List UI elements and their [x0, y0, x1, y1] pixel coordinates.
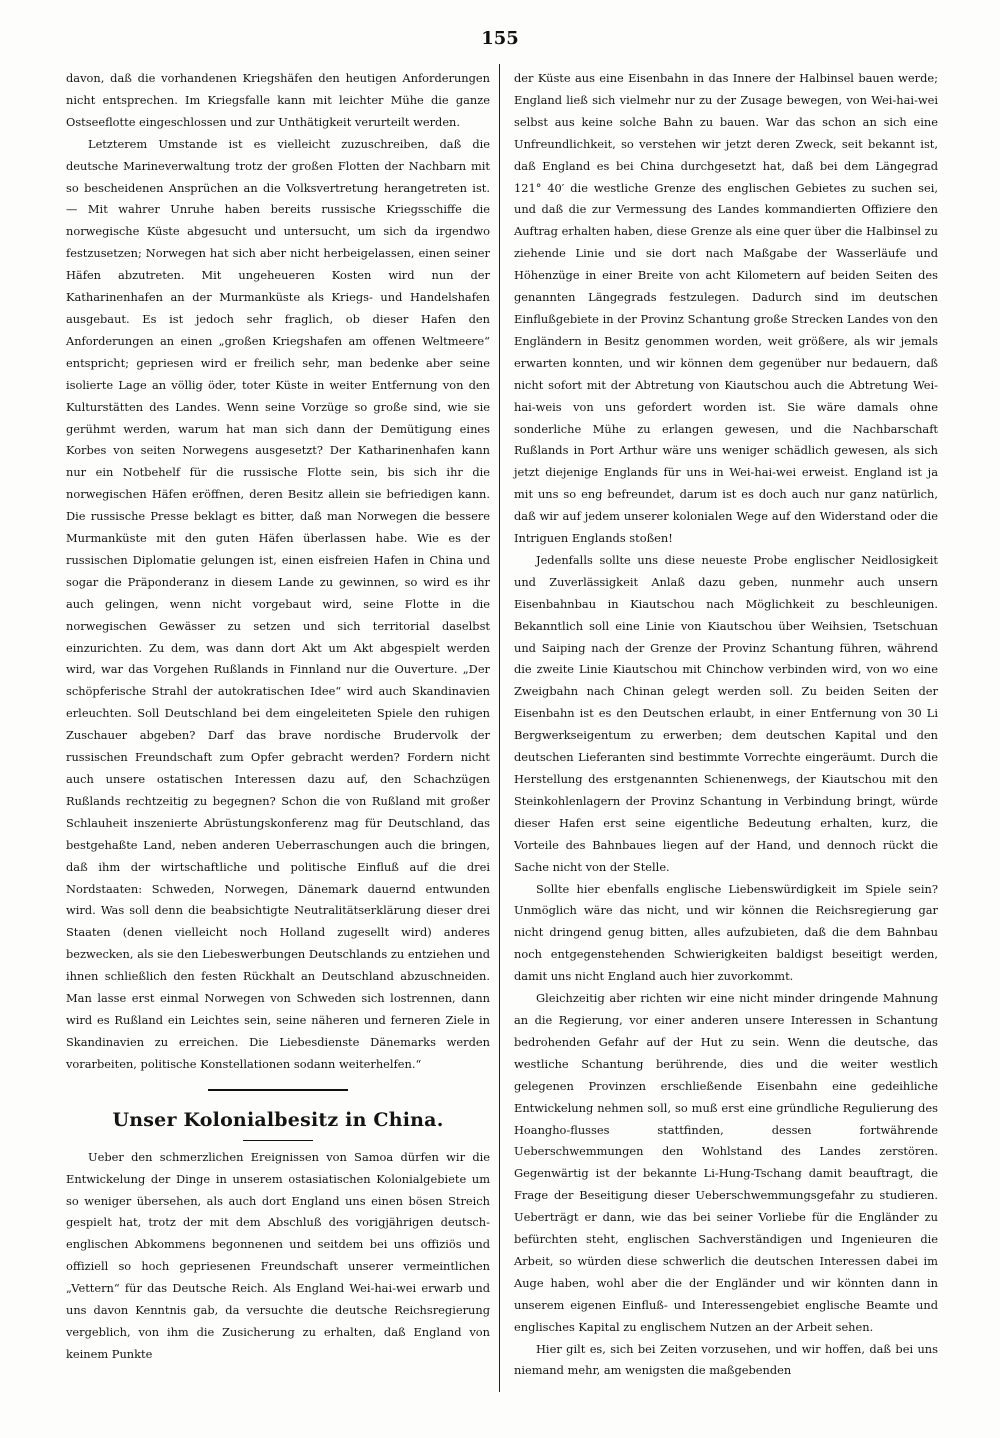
- column-divider: [499, 64, 500, 1392]
- page-number: 155: [481, 28, 519, 49]
- paragraph: Hier gilt es, sich bei Zeiten vorzusehen, und wir hoffen, daß bei uns niemand mehr, am wenigsten die maßgebenden: [514, 1341, 938, 1378]
- section-title: Unser Kolonialbesitz in China.: [112, 1108, 444, 1131]
- section-divider: [208, 1089, 348, 1091]
- paragraph: Gleichzeitig aber richten wir eine nicht minder dringende Mahnung an die Regierung, vor einer anderen unsere Interessen in Schantung bedrohenden Gefahr auf der Hut zu sein. Wenn die deutsche, das westliche Schantung berührende, dies und die weiter westlich gelegenen Provinzen erschließende Eisenbahn eine gedeihliche Entwickelung nehmen soll, so muß erst eine gründliche Regulierung des Hoangho-flusses stattfinden, dessen fortwährende Ueberschwemmungen den Wohlstand des Landes zerstören. Gegenwärtig ist der bekannte Li-Hung-Tschang damit beauftragt, die Frage der Beseitigung dieser Ueberschwemmungsgefahr zu studieren. Ueberträgt er dann, wie das bei seiner Vorliebe für die Engländer zu befürchten steht, englischen Sachverständigen und Ingenieuren die Arbeit, so würden diese schwerlich die deutschen Interessen dabei im Auge haben, wohl aber die der Engländer und wir könnten dann in unserem eigenen Einfluß- und Interessengebiet englische Beamte und englisches Kapital zu englischem Nutzen an der Arbeit sehen.: [514, 991, 938, 1334]
- title-underline: [243, 1140, 313, 1141]
- paragraph: Ueber den schmerzlichen Ereignissen von Samoa dürfen wir die Entwickelung der Dinge in unserem ostasiatischen Kolonialgebiete um so weniger übersehen, als auch dort England uns einen bösen Streich gespielt hat, trotz der mit dem Abschluß des vorigjährigen deutsch-englischen Abkommens begonnenen und seitdem bei uns offiziös und offiziell so hoch gepriesenen Freundschaft unserer vermeintlichen „Vettern“ für das Deutsche Reich. Als England Wei-hai-wei erwarb und uns davon Kenntnis gab, da versuchte die deutsche Reichsregierung vergeblich, von ihm die Zusicherung zu erhalten, daß England von keinem Punkte: [66, 1149, 490, 1361]
- paragraph: Sollte hier ebenfalls englische Liebenswürdigkeit im Spiele sein? Unmöglich wäre das nicht, und wir können die Reichsregierung gar nicht dringend genug bitten, alles aufzubieten, daß die dem Bahnbau noch entgegenstehenden Schwierigkeiten baldigst beseitigt werden, damit uns nicht England auch hier zuvorkommt.: [514, 881, 938, 984]
- left-column: [66, 68, 490, 1366]
- paragraph: davon, daß die vorhandenen Kriegshäfen den heutigen Anforderungen nicht entsprechen. Im Kriegsfalle kann mit leichter Mühe die ganze Ostseeflotte eingeschlossen und zur Unthätigkeit verurteilt werden.: [66, 71, 490, 129]
- right-column: [514, 68, 938, 1382]
- paragraph: Jedenfalls sollte uns diese neueste Probe englischer Neidlosigkeit und Zuverlässigkeit Anlaß dazu geben, nunmehr auch unsern Eisenbahnbau in Kiautschou nach Möglichkeit zu beschleunigen. Bekanntlich soll eine Linie von Kiautschou über Weihsien, Tsetschuan und Saiping nach der Grenze der Provinz Schantung führen, während die zweite Linie Kiautschou mit Chinchow verbinden wird, von wo eine Zweigbahn nach Chinan gelegt werden soll. Zu beiden Seiten der Eisenbahn ist es den Deutschen erlaubt, in einer Entfernung von 30 Li Bergwerkseigentum zu erwerben; dem deutschen Kapital und den deutschen Lieferanten sind bestimmte Vorrechte eingeräumt. Durch die Herstellung des erstgenannten Schienenwegs, der Kiautschou mit den Steinkohlenlagern der Provinz Schantung in Verbindung bringt, würde dieser Hafen erst seine eigentliche Bedeutung erhalten, kurz, die Vorteile des Bahnbaues liegen auf der Hand, und dennoch rückt die Sache nicht von der Stelle.: [514, 552, 938, 874]
- paragraph: der Küste aus eine Eisenbahn in das Innere der Halbinsel bauen werde; England ließ sich vielmehr nur zu der Zusage bewegen, von Wei-hai-wei selbst aus keine solche Bahn zu bauen. War das schon an sich eine Unfreundlichkeit, so verstehen wir jetzt deren Zweck, seit bekannt ist, daß England es bei China durchgesetzt hat, daß bei dem Längegrad 121° 40′ die westliche Grenze des englischen Gebietes zu suchen sei, und daß die zur Vermessung des Landes kommandierten Offiziere den Auftrag erhalten haben, diese Grenze als eine quer über die Halbinsel zu ziehende Linie und sie dort nach Maßgabe der Wasserläufe und Höhenzüge in einer Breite von acht Kilometern auf beiden Seiten des genannten Längegrads festzulegen. Dadurch sind im deutschen Einflußgebiete in der Provinz Schantung große Strecken Landes von den Engländern in Besitz genommen worden, weit größere, als wir jemals erwarten konnten, und wir können dem gegenüber nur bedauern, daß nicht sofort mit der Abtretung von Kiautschou auch die Abtretung Wei-hai-weis von uns gefordert worden ist. Sie wäre damals ohne sonderliche Mühe zu erlangen gewesen, und die Nachbarschaft Rußlands in Port Arthur wäre uns weniger schädlich gewesen, als sich jetzt diejenige Englands für uns in Wei-hai-wei erweist. England ist ja mit uns so eng befreundet, darum ist es doch auch nur ganz natürlich, daß wir auf jedem unserer kolonialen Wege auf den Widerstand oder die Intriguen Englands stoßen!: [514, 71, 938, 546]
- paragraph: Letzterem Umstande ist es vielleicht zuzuschreiben, daß die deutsche Marineverwaltung trotz der großen Flotten der Nachbarn mit so bescheidenen Ansprüchen an die Volksvertretung herangetreten ist. — Mit wahrer Unruhe haben bereits russische Kriegsschiffe die norwegische Küste abgesucht und untersucht, um sich da irgendwo festzusetzen; Norwegen hat sich aber nicht herbeigelassen, einen seiner Häfen abzutreten. Mit ungeheueren Kosten wird nun der Katharinenhafen an der Murmanküste als Kriegs- und Handelshafen ausgebaut. Es ist jedoch sehr fraglich, ob dieser Hafen den Anforderungen an einen „großen Kriegshafen am offenen Weltmeere“ entspricht; gepriesen wird er freilich sehr, man bedenke aber seine isolierte Lage an völlig öder, toter Küste in weiter Entfernung von den Kulturstätten des Landes. Wenn seine Vorzüge so große sind, wie sie gerühmt werden, warum hat man sich dann der Demütigung eines Korbes von seiten Norwegens ausgesetzt? Der Katharinenhafen kann nur ein Notbehelf für die russische Flotte sein, bis sich ihr die norwegischen Häfen eröffnen, deren Besitz allein sie befriedigen kann. Die russische Presse beklagt es bitter, daß man Norwegen die bessere Murmanküste mit den guten Häfen überlassen habe. Wie es der russischen Diplomatie gelungen ist, einen eisfreien Hafen in China und sogar die Präponderanz in diesem Lande zu gewinnen, so wird es ihr auch gelingen, wenn nicht vorgebaut wird, seine Flotte in die norwegischen Gewässer zu setzen und sich territorial daselbst einzurichten. Zu dem, was dann dort Akt um Akt abgespielt werden wird, war das Vorgehen Rußlands in Finnland nur die Ouverture. „Der schöpferische Strahl der autokratischen Idee“ wird auch Skandinavien erleuchten. Soll Deutschland bei dem eingeleiteten Spiele den ruhigen Zuschauer abgeben? Darf das brave nordische Brudervolk der russischen Freundschaft zum Opfer gebracht werden? Fordern nicht auch unsere ostatischen Interessen dazu auf, den Schachzügen Rußlands rechtzeitig zu begegnen? Schon die von Rußland mit großer Schlauheit inszenierte Abrüstungskonferenz mag für Deutschland, das bestgehaßte Land, neben anderen Ueberraschungen auch die bringen, daß ihm der wirtschaftliche und politische Einfluß auf die drei Nordstaaten: Schweden, Norwegen, Dänemark dauernd entwunden wird. Was soll denn die beabsichtigte Neutralitätserklärung dieser drei Staaten (denen vielleicht noch Holland zugesellt wird) anderes bezwecken, als sie den Liebeswerbungen Deutschlands zu entziehen und ihnen schließlich den festen Rückhalt an Deutschland abzuschneiden. Man lasse erst einmal Norwegen von Schweden sich lostrennen, dann wird es Rußland ein Leichtes sein, seine näheren und ferneren Ziele in Skandinavien zu erreichen. Die Liebesdienste Dänemarks werden vorarbeiten, politische Konstellationen sodann weiterhelfen.“: [66, 136, 490, 1071]
